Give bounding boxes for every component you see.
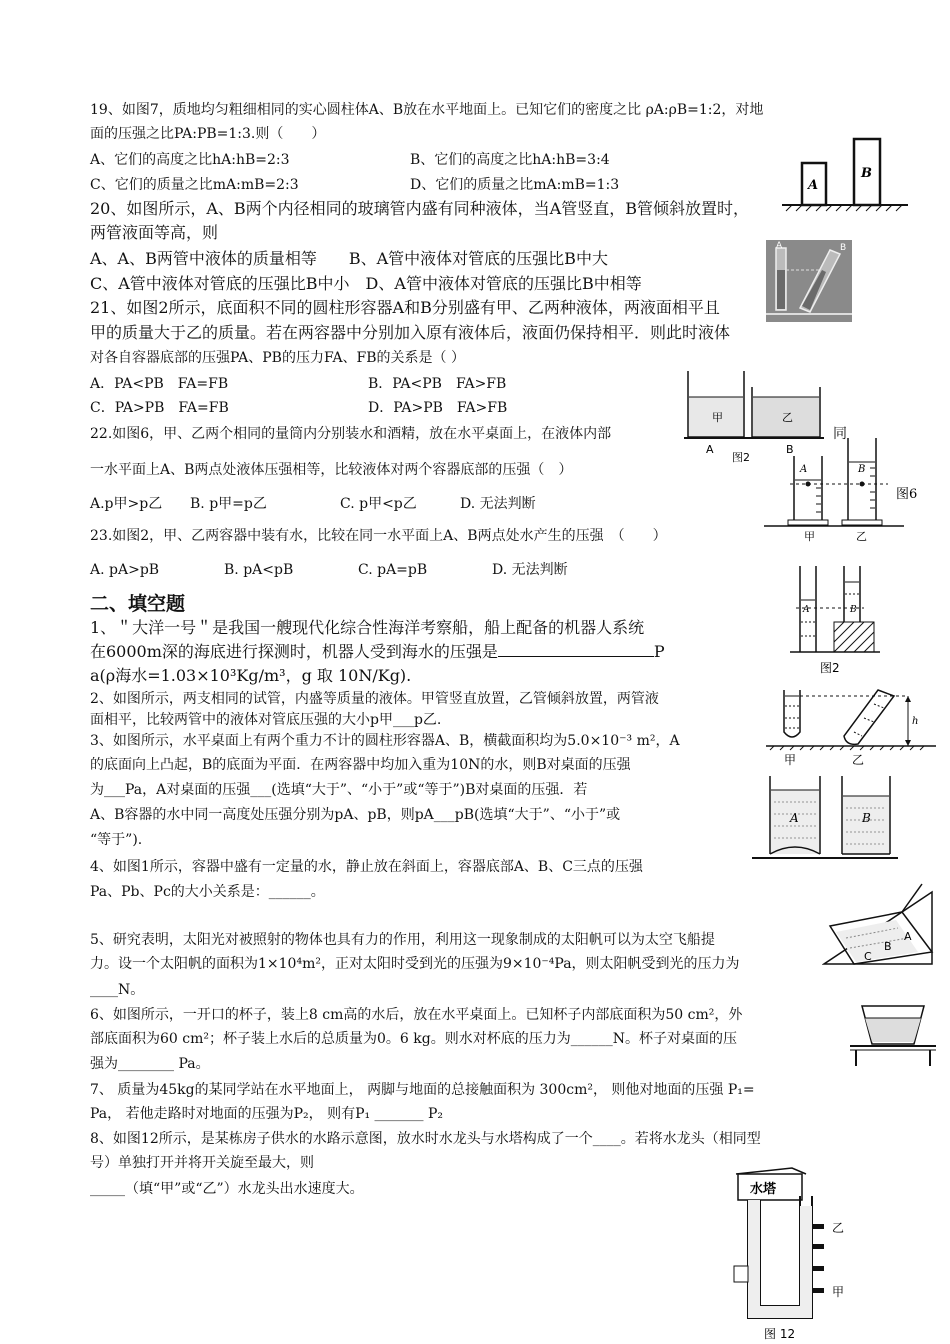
- fig6-yi: 乙: [856, 530, 867, 543]
- tower-title: 水塔: [750, 1182, 777, 1197]
- fig2b-label-a: A: [803, 605, 810, 615]
- q22-line1: 22.如图6，甲、乙两个相同的量筒内分别装水和酒精，放在水平桌面上，在液体内部: [90, 426, 612, 442]
- tower-yi: 乙: [832, 1221, 845, 1235]
- figure-7-cylinders: [780, 135, 910, 215]
- q20-options-cd: C、A管中液体对管底的压强比B中小 D、A管中液体对管底的压强比B中相等: [90, 274, 642, 293]
- cont-label-b: B: [862, 811, 871, 825]
- fig2a-label-b: B: [786, 443, 794, 456]
- q21-option-d: D．PA>PB FA>FB: [368, 400, 508, 416]
- q23-line1: 23.如图2，甲、乙两容器中装有水，比较在同一水平面上A、B两点处水产生的压强 （ ）: [90, 528, 667, 544]
- f4-line1: 4、如图1所示，容器中盛有一定量的水，静止放在斜面上，容器底部A、B、C三点的压强: [90, 859, 643, 875]
- q22-line1-tail: 同: [833, 426, 847, 442]
- q19-line1: 19、如图7，质地均匀粗细相同的实心圆柱体A、B放在水平地面上。已知它们的密度之比 ρA:ρB=1:2，对地: [90, 102, 764, 118]
- f5-line1: 5、研究表明，太阳光对被照射的物体也具有力的作用，利用这一现象制成的太阳帆可以为太空飞船提: [90, 932, 715, 948]
- q22-line2: 一水平面上A、B两点处液体压强相等，比较液体对两个容器底部的压强（ ）: [90, 462, 573, 478]
- f6-line1: 6、如图所示，一开口的杯子，装上8 cm高的水后，放在水平桌面上。已知杯子内部底面积为50 cm²，外: [90, 1007, 743, 1023]
- f8-line1: 8、如图12所示，是某栋房子供水的水路示意图，放水时水龙头与水塔构成了一个____。若将水龙头（相同型: [90, 1131, 761, 1147]
- fig7-label-a: A: [808, 178, 819, 193]
- f2-line2: 面相平，比较两管中的液体对管底压强的大小p甲___p乙.: [90, 712, 442, 728]
- f8-line3: _____（填“甲”或“乙”）水龙头出水速度大。: [90, 1181, 364, 1197]
- f4-line2: Pa、Pb、Pc的大小关系是：______。: [90, 884, 325, 900]
- tower-jia: 甲: [832, 1285, 845, 1299]
- f8-line2: 号）单独打开并将开关旋至最大，则: [90, 1155, 314, 1171]
- q20-options-ab: A、A、B两管中液体的质量相等 B、A管中液体对管底的压强比B中大: [90, 249, 608, 268]
- fig2b-label-b: B: [850, 605, 857, 615]
- q19-line2: 面的压强之比PA:PB=1:3.则（ ）: [90, 126, 326, 142]
- f5-line2: 力。设一个太阳帆的面积为1×10⁴m²，正对太阳时受到光的压强为9×10⁻⁴Pa，则太阳帆受到光的压力为: [90, 956, 740, 972]
- f3-line4: A、B容器的水中同一高度处压强分别为pA、pB，则pA___pB(选填“大于”、“小于”或: [90, 807, 621, 823]
- f7-line2: Pa， 若他走路时对地面的压强为P₂， 则有P₁ _______ P₂: [90, 1106, 444, 1122]
- figure-cup: [848, 1002, 938, 1068]
- f1-line2-end: P: [653, 642, 665, 661]
- q21-line2: 甲的质量大于乙的质量。若在两容器中分别加入原有液体后，液面仍保持相平．则此时液体: [90, 323, 731, 342]
- f1-line1: 1、＂大洋一号＂是我国一艘现代化综合性海洋考察船，船上配备的机器人系统: [90, 618, 645, 637]
- incline-label-c: C: [864, 950, 872, 963]
- q22-option-d: D. 无法判断: [460, 496, 536, 512]
- q23-option-d: D. 无法判断: [492, 562, 568, 578]
- q21-option-c: C．PA>PB FA=FB: [90, 400, 229, 416]
- f2-line1: 2、如图所示，两支相同的试管，内盛等质量的液体。甲管竖直放置，乙管倾斜放置，两管液: [90, 691, 659, 707]
- f3-line5: “等于”).: [90, 832, 143, 848]
- tubes-label-b: B: [840, 243, 847, 253]
- ttube-jia: 甲: [784, 753, 797, 767]
- fig7-label-b: B: [861, 166, 872, 181]
- cont-label-a: A: [790, 811, 799, 825]
- fig6-label-a: A: [800, 464, 808, 475]
- fig2a-caption: 图2: [732, 451, 750, 464]
- figure-incline: [822, 882, 938, 972]
- q22-option-a: A.p甲>p乙: [90, 496, 163, 512]
- f1-line2-row: [90, 641, 665, 663]
- q19-option-d: D、它们的质量之比mA:mB=1:3: [410, 177, 620, 193]
- f6-line3: 强为________ Pa。: [90, 1056, 210, 1072]
- ttube-h: h: [912, 716, 919, 727]
- figure-2-tubes-block: [790, 560, 880, 680]
- fig2a-yi: 乙: [782, 411, 793, 424]
- fig2b-caption: 图2: [820, 661, 840, 675]
- q19-option-c: C、它们的质量之比mA:mB=2:3: [90, 177, 299, 193]
- f1-answer-blank[interactable]: [498, 642, 654, 657]
- q20-line1: 20、如图所示，A、B两个内径相同的玻璃管内盛有同种液体，当A管竖直，B管倾斜放置时，: [90, 199, 749, 218]
- fig2a-jia: 甲: [712, 411, 723, 424]
- q22-option-b: B. p甲=p乙: [190, 496, 267, 512]
- q19-option-a: A、它们的高度之比hA:hB=2:3: [90, 152, 290, 168]
- q20-line2: 两管液面等高，则: [90, 223, 219, 242]
- section-title-fill-in: 二、填空题: [90, 593, 186, 615]
- q21-option-a: A．PA<PB FA=FB: [90, 376, 229, 392]
- figure-water-tower: [728, 1166, 858, 1342]
- figure-glass-tubes: [766, 240, 852, 322]
- fig6-caption: 图6: [896, 487, 918, 502]
- f5-line3: ____N。: [90, 982, 145, 998]
- f6-line2: 部底面积为60 cm²；杯子装上水后的总质量为0。6 kg。则水对杯底的压力为______N。杯子对桌面的压: [90, 1031, 737, 1047]
- f3-line3: 为___Pa，A对桌面的压强___(选填“大于”、“小于”或“等于”)B对桌面的压强．若: [90, 782, 588, 798]
- fig2a-label-a: A: [706, 443, 714, 456]
- fig6-label-b: B: [858, 464, 866, 475]
- q21-line1: 21、如图2所示，底面积不同的圆柱形容器A和B分别盛有甲、乙两种液体，两液面相平且: [90, 298, 720, 317]
- ttube-yi: 乙: [852, 753, 865, 767]
- q23-option-a: A. pA>pB: [90, 562, 160, 578]
- f3-line2: 的底面向上凸起，B的底面为平面．在两容器中均加入重为10N的水，则B对桌面的压强: [90, 757, 631, 773]
- f7-line1: 7、 质量为45kg的某同学站在水平地面上， 两脚与地面的总接触面积为 300cm²， 则他对地面的压强 P₁=: [90, 1082, 755, 1098]
- q22-option-c: C. p甲<p乙: [340, 496, 417, 512]
- fig6-jia: 甲: [804, 530, 815, 543]
- q19-option-b: B、它们的高度之比hA:hB=3:4: [410, 152, 610, 168]
- figure-test-tubes: [766, 686, 936, 768]
- f1-line2: 在6000m深的海底进行探测时，机器人受到海水的压强是: [90, 642, 498, 661]
- tubes-label-a: A: [776, 241, 783, 251]
- f3-line1: 3、如图所示，水平桌面上有两个重力不计的圆柱形容器A、B，横截面积均为5.0×10⁻³ m²，A: [90, 733, 680, 749]
- q23-option-b: B. pA<pB: [224, 562, 294, 578]
- f1-line3: a(ρ海水=1.03×10³Kg/m³，g 取 10N/Kg).: [90, 666, 412, 685]
- q21-line3: 对各自容器底部的压强PA、PB的压力FA、FB的关系是（ ）: [90, 350, 466, 366]
- incline-label-a: A: [904, 930, 912, 943]
- q23-option-c: C. pA=pB: [358, 562, 428, 578]
- incline-label-b: B: [884, 940, 892, 953]
- figure-containers-ab: [750, 770, 900, 870]
- tower-caption: 图 12: [764, 1327, 796, 1341]
- figure-6-cylinders: [764, 428, 934, 544]
- q21-option-b: B．PA<PB FA>FB: [368, 376, 507, 392]
